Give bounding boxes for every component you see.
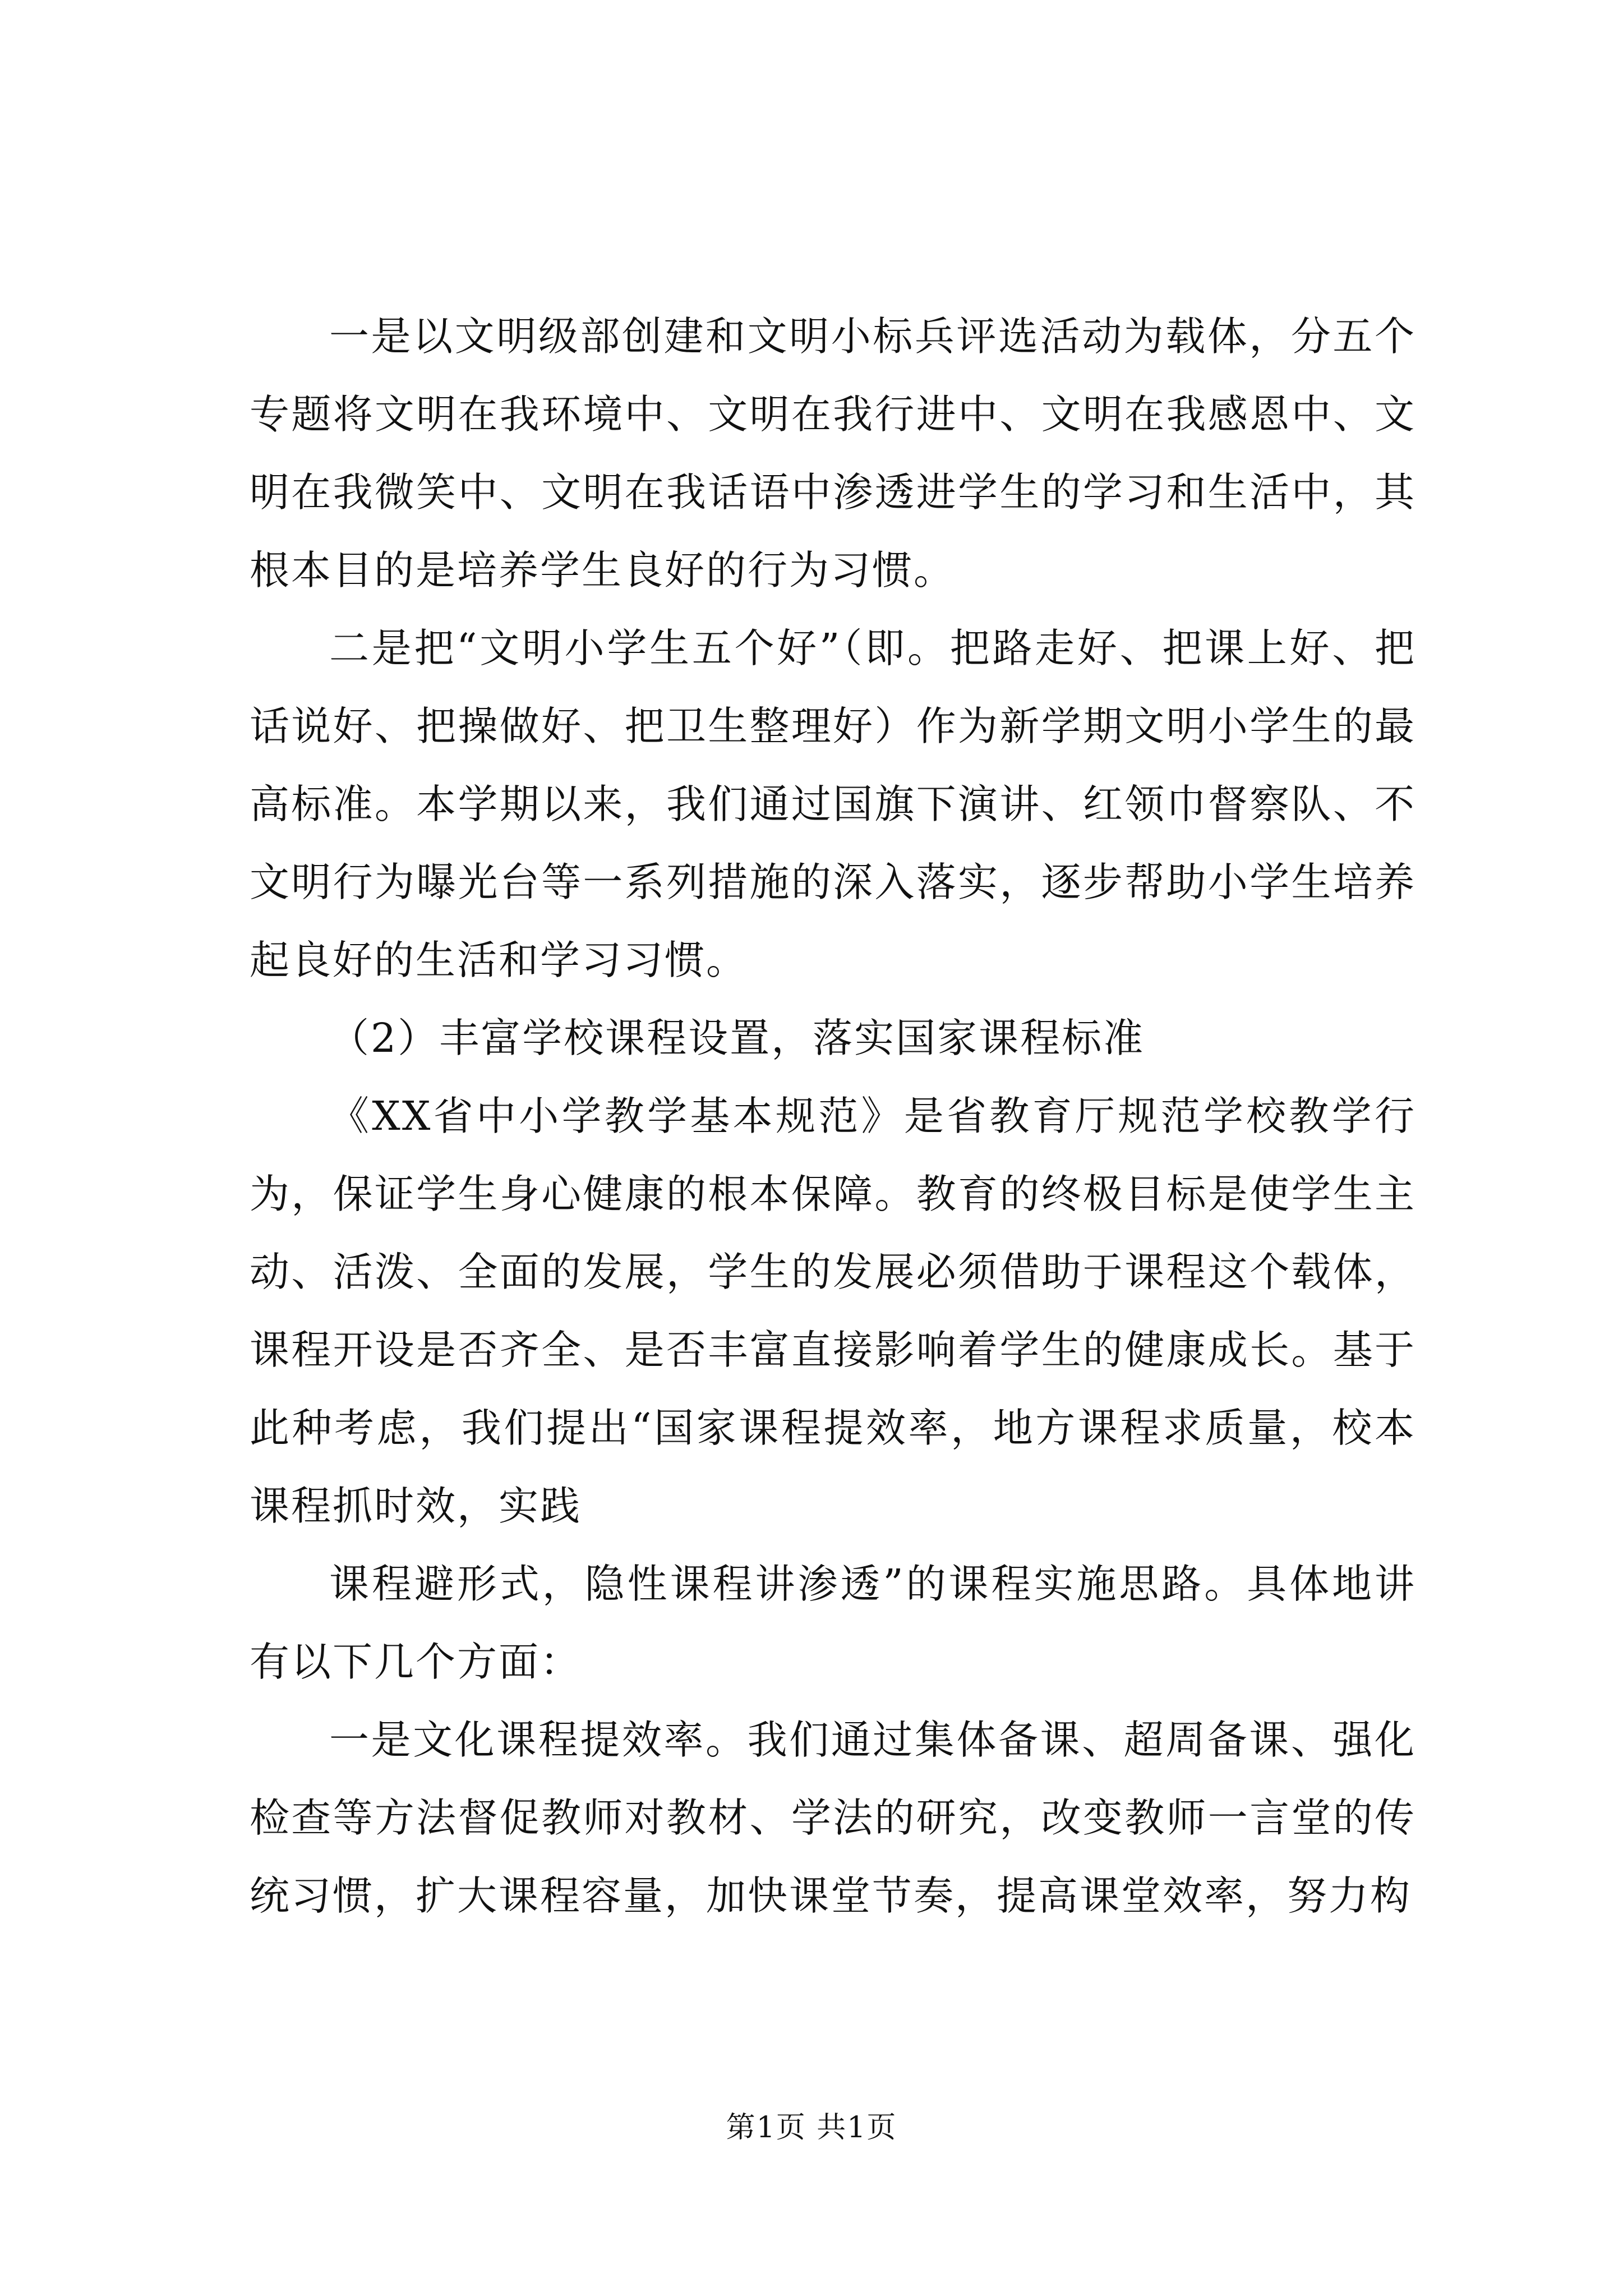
paragraph-5: 一是文化课程提效率。我们通过集体备课、超周备课、强化检查等方法督促教师对教材、学法的研究，改变教师一言堂的传统习惯，扩大课程容量，加快课堂节奏，提高课堂效率，努力构 — [250, 1717, 1416, 1919]
paragraph-1: 一是以文明级部创建和文明小标兵评选活动为载体，分五个专题将文明在我环境中、文明在我行进中、文明在我感恩中、文明在我微笑中、文明在我话语中渗透进学生的学习和生活中，其根本目的是培养学生良好的行为习惯。 — [250, 313, 1416, 593]
document-body — [250, 297, 1416, 1935]
section-heading: （2）丰富学校课程设置，落实国家课程标准 — [329, 1015, 1145, 1061]
paragraph-4: 课程避形式，隐性课程讲渗透”的课程实施思路。具体地讲有以下几个方面： — [250, 1561, 1416, 1685]
page-footer: 第1页 共1页 — [726, 2111, 897, 2145]
paragraph-2: 二是把“文明小学生五个好”（即。把路走好、把课上好、把话说好、把操做好、把卫生整理好）作为新学期文明小学生的最高标准。本学期以来，我们通过国旗下演讲、红领巾督察队、不文明行为曝光台等一系列措施的深入落实，逐步帮助小学生培养起良好的生活和学习习惯。 — [250, 625, 1416, 983]
paragraph-3: 《XX省中小学教学基本规范》是省教育厅规范学校教学行为，保证学生身心健康的根本保障。教育的终极目标是使学生主动、活泼、全面的发展，学生的发展必须借助于课程这个载体，课程开设是否齐全、是否丰富直接影响着学生的健康成长。基于此种考虑，我们提出“国家课程提效率，地方课程求质量，校本课程抓时效，实践 — [250, 1093, 1416, 1529]
